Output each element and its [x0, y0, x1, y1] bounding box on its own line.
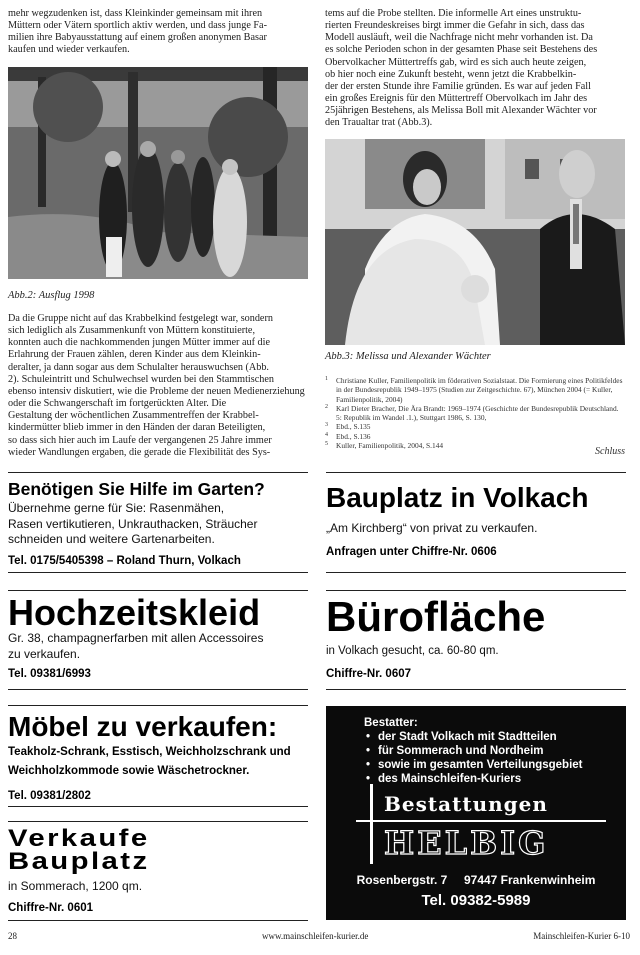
article-line: rierten Freundeskreises birgt immer die Gefahr in sich, dass das — [325, 20, 585, 32]
footnotes — [325, 376, 625, 456]
article-line: milien ihre Babyausstattung auf einem großen anonymen Basar — [8, 32, 267, 44]
footnote-item — [325, 432, 625, 441]
cross-bar — [356, 820, 606, 822]
footnote-number: 1 — [325, 376, 328, 382]
ad-moebel-text — [8, 743, 308, 781]
ad-buerofläche-title: Bürofläche — [326, 593, 546, 640]
divider — [8, 689, 308, 690]
ad-moebel-line: Teakholz-Schrank, Esstisch, Weichholzschrank und — [8, 746, 291, 758]
caption-ausflug: Abb.2: Ausflug 1998 — [8, 290, 95, 301]
ad-garten-text — [8, 501, 308, 548]
ad-bestatter-address: Rosenbergstr. 7 97447 Frankenwinheim — [356, 873, 596, 887]
photo-ausflug-image — [8, 67, 308, 279]
ad-hochzeitskleid-text — [8, 631, 308, 662]
ad-bestatter-brand-1: Bestattungen — [384, 792, 548, 816]
footnote-text: Ebd., S.135 — [336, 422, 371, 432]
divider — [8, 821, 308, 822]
divider — [8, 920, 308, 921]
divider — [8, 472, 308, 473]
divider — [8, 806, 308, 807]
ad-bestatter-list — [364, 730, 622, 786]
footnote-number: 4 — [325, 431, 328, 438]
article-right-top — [325, 8, 625, 130]
article-left-top — [8, 8, 308, 57]
ad-bestatter-item: • für Sommerach und Nordheim — [364, 744, 622, 758]
ad-bestatter-phone: Tel. 09382-5989 — [421, 892, 531, 909]
ad-bestatter-item: • des Mainschleifen-Kuriers — [364, 772, 622, 786]
divider — [326, 689, 626, 690]
ad-garten-contact: Tel. 0175/5405398 – Roland Thurn, Volkach — [8, 554, 241, 567]
ad-garten-line: Rasen vertikutieren, Unkrauthacken, Sträucher — [8, 516, 258, 531]
article-line: mehr wegzudenken ist, dass Kleinkinder gemeinsam mit ihren — [8, 8, 263, 19]
article-line: 25jährigen Bestehens, als Melissa Boll mit Alexander Wächter vor — [325, 105, 597, 117]
ad-garten-line: Übernehme gerne für Sie: Rasenmähen, — [8, 501, 225, 515]
article-line: Gestaltung der wöchentlichen Zusammentreffen der Krabbel- — [8, 410, 259, 422]
article-left-bottom — [8, 313, 308, 459]
article-line: so dass sich hier auch im Laufe der vergangenen 25 Jahre immer — [8, 434, 272, 446]
article-line: der der ersten Stunde ihre Familie gründen. Es war auf jeden Fall — [325, 80, 591, 92]
ad-hochzeitskleid — [8, 592, 308, 680]
article-line: Müttern oder Vätern sportlich aktiv werden, und dass junge Fa- — [8, 20, 267, 32]
footnote-item — [325, 376, 625, 404]
ad-bauplatz-volkach-title: Bauplatz in Volkach — [326, 482, 589, 513]
footnote-number: 2 — [325, 403, 328, 410]
ad-bauplatz-sommerach — [8, 827, 308, 914]
ad-bauplatz-volkach — [326, 480, 626, 558]
divider — [326, 572, 626, 573]
ad-buerofläche — [326, 594, 626, 680]
article-line: Modell ausläuft, weil die Nachfrage nicht mehr vorhanden ist. Da — [325, 32, 593, 44]
footnote-item — [325, 441, 625, 450]
photo-hochzeit-image — [325, 139, 625, 345]
ad-bauplatz-volkach-contact: Anfragen unter Chiffre-Nr. 0606 — [326, 545, 497, 558]
footnote-number: 5 — [325, 441, 328, 448]
ad-bauplatz-sommerach-title-1: Verkaufe — [8, 825, 150, 852]
divider — [8, 572, 308, 573]
article-line: deralter, ja dann sogar aus dem Schulalter herauswuchsen (Abb. — [8, 361, 269, 373]
footnote-number: 3 — [325, 422, 328, 429]
ad-bestatter-heading: Bestatter: — [364, 717, 418, 729]
ad-hochzeitskleid-line: zu verkaufen. — [8, 646, 81, 661]
ad-moebel-contact: Tel. 09381/2802 — [8, 790, 91, 802]
ad-buerofläche-contact: Chiffre-Nr. 0607 — [326, 667, 412, 680]
article-line: oder die Schwangerschaft im fortgerückten Alter. Die — [8, 398, 227, 410]
ad-bauplatz-sommerach-text: in Sommerach, 1200 qm. — [8, 879, 143, 893]
ad-bestatter-brand-2: HELBIG — [384, 824, 549, 862]
divider — [8, 590, 308, 591]
caption-hochzeit: Abb.3: Melissa und Alexander Wächter — [325, 351, 491, 362]
ad-buerofläche-text: in Volkach gesucht, ca. 60-80 qm. — [326, 645, 499, 657]
ad-garten-line: schneiden und weitere Gartenarbeiten. — [8, 532, 215, 546]
article-line: es solche Perioden schon in der gesamten Phase seit Bestehens des — [325, 44, 598, 56]
ad-bestatter-item: • sowie im gesamten Verteilungsgebiet — [364, 758, 622, 772]
article-line: Obervolkacher Müttertreffs gab, wird es sich auch heute zeigen, — [325, 56, 587, 68]
photo-hochzeit — [325, 139, 625, 345]
ad-bauplatz-sommerach-contact: Chiffre-Nr. 0601 — [8, 901, 94, 914]
ad-hochzeitskleid-title: Hochzeitskleid — [8, 592, 261, 633]
footer-url: www.mainschleifen-kurier.de — [262, 931, 369, 941]
footnote-text: Karl Dieter Bracher, Die Ära Brandt: 1969–1974 (Geschichte der Bundesrepublik Deutschland. 5: Republik im Wandel .1.), Stuttgart 1986, S. 130, — [336, 403, 619, 423]
article-line: sich lediglich als Zusammenkunft von Müttern konstituierte, — [8, 325, 256, 337]
article-line: Erlahrung der Frauen zählen, deren Kinder aus dem Kleinkin- — [8, 349, 261, 361]
ad-moebel — [8, 711, 308, 802]
ad-moebel-title: Möbel zu verkaufen: — [8, 711, 278, 742]
article-line: kaufen und wieder verkaufen. — [8, 44, 130, 56]
article-line: tems auf die Probe stellten. Die informelle Art eines unstruktu- — [325, 8, 582, 19]
footnote-item — [325, 422, 625, 431]
footnote-text: Kuller, Familienpolitik, 2004, S.144 — [336, 441, 444, 451]
article-line: den Traualtar trat (Abb.3). — [325, 117, 433, 129]
cross-icon — [370, 784, 373, 864]
photo-ausflug — [8, 67, 308, 279]
article-line: wieder Wandlungen ergaben, die gerade die Flexibilität des Sys- — [8, 446, 271, 458]
ad-bauplatz-sommerach-title-2: Bauplatz — [8, 848, 150, 875]
schluss-label: Schluss — [595, 445, 625, 457]
divider — [8, 705, 308, 706]
ad-garten — [8, 478, 308, 567]
divider — [326, 590, 626, 591]
footnote-text: Ebd., S.136 — [336, 431, 371, 441]
ad-bestatter-item: • der Stadt Volkach mit Stadtteilen — [364, 730, 622, 744]
footnote-text: Christiane Kuller, Familienpolitik im föderativen Sozialstaat. Die Formierung eines Politikfeldes in der Bundesrepublik 1949–1975 (Studien zur Zeitgeschichte. 67), München 2004 (= Kuller, Familienpolitik, 2004) — [336, 376, 623, 404]
article-line: 2). Schuleintritt und Schulwechsel wurden bei den Stammtischen — [8, 373, 274, 385]
ad-moebel-line: Weichholzkommode sowie Wäschetrockner. — [8, 765, 250, 777]
ad-bestatter — [326, 706, 626, 920]
article-line: kindermütter blieb immer in den Händen der daran Beteiligten, — [8, 422, 266, 434]
ad-hochzeitskleid-contact: Tel. 09381/6993 — [8, 668, 91, 680]
footer-page-number: 28 — [8, 931, 17, 941]
ad-bauplatz-volkach-text: „Am Kirchberg“ von privat zu verkaufen. — [326, 521, 538, 535]
ad-garten-title: Benötigen Sie Hilfe im Garten? — [8, 479, 265, 499]
article-line: konnten auch die nachkommenden jungen Mütter immer auf die — [8, 337, 270, 349]
footnote-item — [325, 404, 625, 423]
article-line: Da die Gruppe nicht auf das Krabbelkind festgelegt war, sondern — [8, 313, 273, 324]
ad-hochzeitskleid-line: Gr. 38, champagnerfarben mit allen Accessoires — [8, 631, 264, 645]
article-line: ein großes Ereignis für den Müttertreff Obervolkach im Jahr des — [325, 93, 588, 105]
footer-issue: Mainschleifen-Kurier 6-10 — [533, 931, 630, 941]
article-line: ebenso intensiv diskutiert, wie die Probleme der neuen Medienerziehung — [8, 385, 305, 397]
divider — [326, 472, 626, 473]
article-line: ob hier noch eine Zukunft besteht, wenn jetzt die Krabbelkin- — [325, 68, 577, 80]
